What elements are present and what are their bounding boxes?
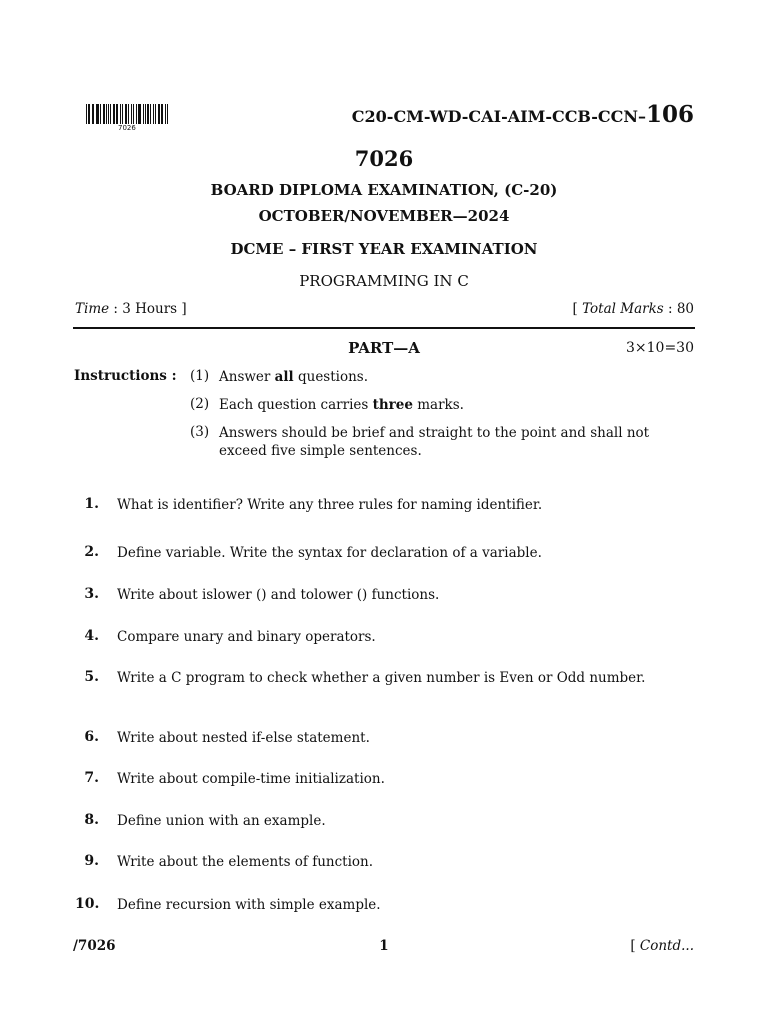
header-divider (73, 327, 695, 329)
barcode-bar (125, 104, 127, 124)
paper-number: 7026 (354, 146, 414, 171)
question-text: What is identifier? Write any three rules for naming identifier. (117, 497, 543, 513)
barcode-bar (143, 104, 144, 124)
barcode-bar (110, 104, 111, 124)
barcode-bar (103, 104, 105, 124)
question-text: Define recursion with simple example. (117, 897, 381, 913)
question-number: 8. (84, 812, 99, 828)
barcode-bar (145, 104, 146, 124)
instruction-number: (1) (190, 368, 210, 384)
exam-session: OCTOBER/NOVEMBER—2024 (258, 207, 510, 225)
barcode-bar (155, 104, 156, 124)
barcode-bar (136, 104, 137, 124)
instruction-text-part: marks. (412, 397, 464, 413)
instruction-number: (2) (190, 396, 210, 412)
exam-name: DCME – FIRST YEAR EXAMINATION (230, 240, 538, 258)
question-text: Compare unary and binary operators. (117, 629, 376, 645)
barcode-bar (131, 104, 132, 124)
time-allowed (75, 301, 187, 317)
question-text: Write about compile-time initialization. (117, 771, 385, 787)
footer-paper-code: /7026 (73, 938, 116, 954)
question-text: Write about the elements of function. (117, 854, 374, 870)
question-text: Write about islower () and tolower () functions. (117, 587, 440, 603)
contd-label: Contd... (639, 938, 694, 954)
question-number: 6. (84, 729, 99, 745)
barcode-bar (133, 104, 135, 124)
paper-code (352, 101, 694, 128)
marks-value: : 80 (663, 301, 694, 317)
question-number: 5. (84, 669, 99, 685)
question-text: Define union with an example. (117, 813, 326, 829)
continued-note (630, 938, 694, 954)
barcode-bar (108, 104, 109, 124)
question-number: 2. (84, 544, 99, 560)
contd-open-bracket: [ (630, 938, 640, 954)
barcode-bar (120, 104, 121, 124)
barcode-bar (128, 104, 129, 124)
barcode-bar (161, 104, 163, 124)
question-text: Write about nested if-else statement. (117, 730, 370, 746)
question-text: Write a C program to check whether a given number is Even or Odd number. (117, 670, 646, 686)
paper-code-prefix: C20-CM-WD-CAI-AIM-CCB-CCN– (351, 107, 646, 126)
barcode-bar (113, 104, 115, 124)
instruction-text (219, 396, 679, 414)
instruction-text (219, 368, 679, 386)
question-number: 7. (84, 770, 99, 786)
barcode-bar (165, 104, 166, 124)
question-number: 1. (84, 496, 99, 512)
barcode-bar (147, 104, 149, 124)
part-marks: 3×10=30 (626, 340, 694, 356)
instruction-text: Answers should be brief and straight to the point and shall not exceed five simple sentences. (219, 425, 650, 459)
barcode-bar (86, 104, 87, 124)
question-number: 9. (84, 853, 99, 869)
barcode-bar (96, 104, 99, 124)
instructions-label: Instructions : (74, 368, 177, 384)
subject-title: PROGRAMMING IN C (299, 272, 469, 290)
barcode-bar (122, 104, 123, 124)
barcode-bar (138, 104, 141, 124)
part-title: PART—A (348, 339, 420, 357)
total-marks (573, 301, 694, 317)
exam-title: BOARD DIPLOMA EXAMINATION, (C-20) (210, 181, 558, 199)
barcode-bar (150, 104, 151, 124)
paper-code-suffix: 106 (645, 101, 694, 128)
question-number: 3. (84, 586, 99, 602)
marks-label: Total Marks (582, 301, 664, 317)
barcode-bar (88, 104, 90, 124)
page-number: 1 (379, 938, 389, 954)
instruction-text-part: Answer (219, 369, 275, 385)
question-number: 10. (75, 896, 100, 912)
barcode-bar (106, 104, 107, 124)
barcode-bar (167, 104, 168, 124)
barcode (86, 104, 170, 124)
barcode-bar (92, 104, 93, 124)
instruction-emphasis: all (274, 369, 294, 385)
barcode-bar (153, 104, 154, 124)
question-text: Define variable. Write the syntax for declaration of a variable. (117, 545, 542, 561)
barcode-bar (116, 104, 119, 124)
marks-open-bracket: [ (572, 301, 583, 317)
barcode-bar (158, 104, 161, 124)
question-number: 4. (84, 628, 99, 644)
barcode-number: 7026 (118, 124, 136, 132)
barcode-bar (93, 104, 94, 124)
time-value: : 3 Hours ] (109, 301, 187, 317)
instruction-text-part: Each question carries (219, 397, 373, 413)
instruction-text-part: questions. (293, 369, 369, 385)
time-label: Time (75, 301, 110, 317)
instruction-number: (3) (190, 424, 210, 440)
instruction-emphasis: three (372, 397, 413, 413)
barcode-bar (100, 104, 101, 124)
